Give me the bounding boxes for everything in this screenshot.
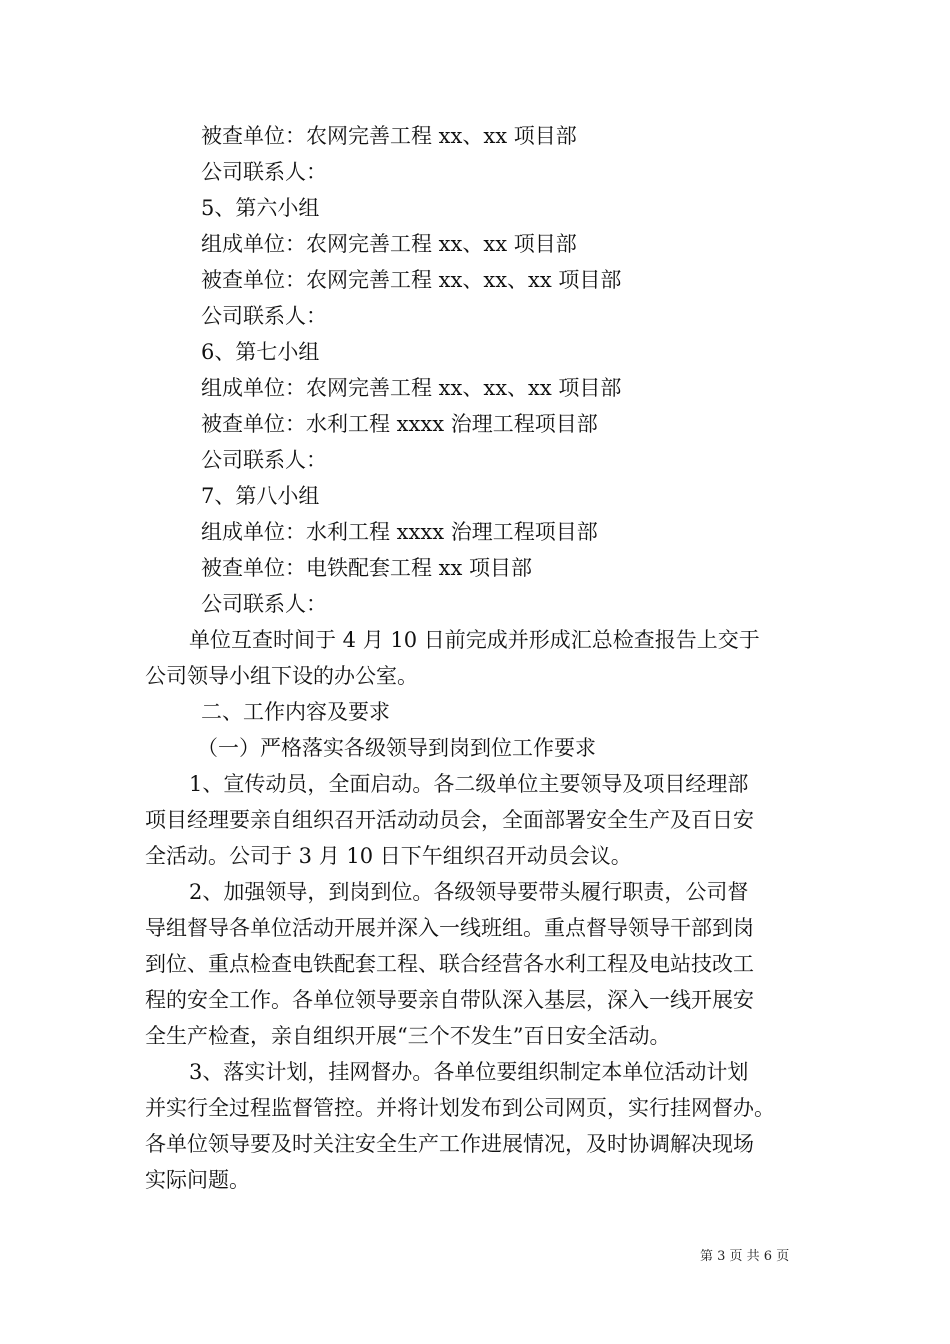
text-line: 被查单位：水利工程 xxxx 治理工程项目部 [201, 412, 598, 436]
paragraph-item-2 [145, 874, 807, 1054]
paragraph-line: 程的安全工作。各单位领导要亲自带队深入基层，深入一线开展安 [145, 988, 754, 1012]
document-body [145, 118, 807, 1198]
paragraph-line: 全生产检查，亲自组织开展“三个不发生”百日安全活动。 [145, 1024, 671, 1048]
paragraph-line: 公司领导小组下设的办公室。 [145, 664, 418, 688]
paragraph-line: 并实行全过程监督管控。并将计划发布到公司网页，实行挂网督办。 [145, 1096, 775, 1120]
paragraph-line: 单位互查时间于 4 月 10 日前完成并形成汇总检查报告上交于 [189, 628, 760, 652]
text-line: 7、第八小组 [201, 484, 320, 508]
text-line: 组成单位：农网完善工程 xx、xx 项目部 [201, 232, 577, 256]
text-line: 组成单位：水利工程 xxxx 治理工程项目部 [201, 520, 598, 544]
paragraph-line: 到位、重点检查电铁配套工程、联合经营各水利工程及电站技改工 [145, 952, 754, 976]
paragraph-item-1 [145, 766, 807, 874]
text-line: 公司联系人： [201, 448, 327, 472]
text-line: 组成单位：农网完善工程 xx、xx、xx 项目部 [201, 376, 622, 400]
paragraph-line: 全活动。公司于 3 月 10 日下午组织召开动员会议。 [145, 844, 632, 868]
text-line: 被查单位：农网完善工程 xx、xx、xx 项目部 [201, 268, 622, 292]
paragraph-line: 2、加强领导，到岗到位。各级领导要带头履行职责，公司督 [189, 880, 749, 904]
text-line: 被查单位：电铁配套工程 xx 项目部 [201, 556, 533, 580]
subsection-heading: （一）严格落实各级领导到岗到位工作要求 [197, 736, 596, 760]
paragraph-line: 导组督导各单位活动开展并深入一线班组。重点督导领导干部到岗 [145, 916, 754, 940]
paragraph-line: 实际问题。 [145, 1168, 250, 1192]
paragraph-line: 3、落实计划，挂网督办。各单位要组织制定本单位活动计划 [189, 1060, 749, 1084]
paragraph-line: 项目经理要亲自组织召开活动动员会，全面部署安全生产及百日安 [145, 808, 754, 832]
text-line: 公司联系人： [201, 160, 327, 184]
paragraph-item-3 [145, 1054, 807, 1198]
text-line: 公司联系人： [201, 304, 327, 328]
text-line: 5、第六小组 [201, 196, 320, 220]
text-line: 公司联系人： [201, 592, 327, 616]
paragraph-inspection-time [145, 622, 807, 694]
text-line: 被查单位：农网完善工程 xx、xx 项目部 [201, 124, 577, 148]
page-number: 第 3 页 共 6 页 [700, 1249, 790, 1264]
text-line: 6、第七小组 [201, 340, 320, 364]
paragraph-line: 1、宣传动员，全面启动。各二级单位主要领导及项目经理部 [189, 772, 749, 796]
paragraph-line: 各单位领导要及时关注安全生产工作进展情况，及时协调解决现场 [145, 1132, 754, 1156]
section-heading: 二、工作内容及要求 [201, 700, 390, 724]
